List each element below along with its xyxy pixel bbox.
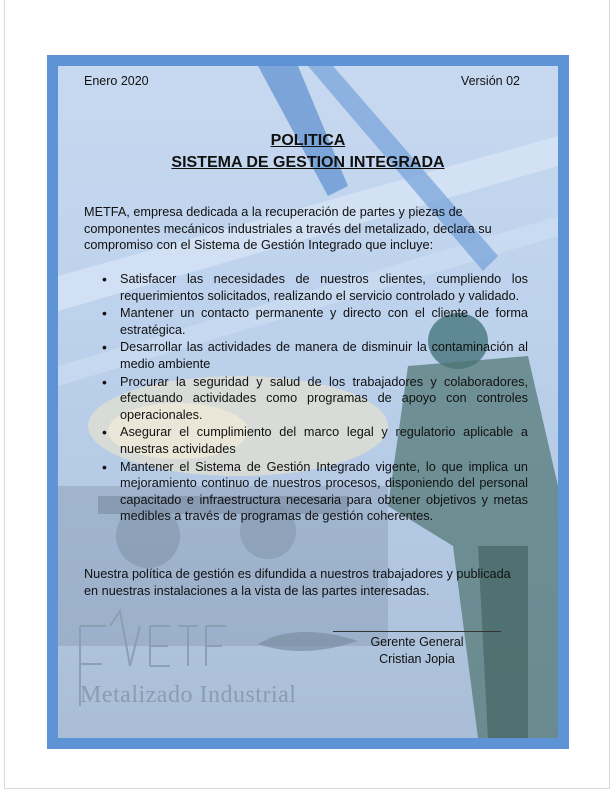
date-label: Enero 2020 — [84, 74, 149, 88]
list-item: • Mantener el Sistema de Gestión Integrado vigente, lo que implica un mejoramiento continuo de nuestros procesos, disponiendo del personal capacitado e infraestructura necesaria para obtener objetivos y metas medibles a través de programas de gestión coherentes. — [102, 459, 528, 525]
company-tagline-watermark: Metalizado Industrial — [80, 682, 297, 708]
signature-line — [333, 631, 501, 632]
closing-paragraph: Nuestra política de gestión es difundida a nuestros trabajadores y publicada en nuestras instalaciones a la vista de las partes interesadas. — [84, 567, 511, 598]
title-line-2: SISTEMA DE GESTION INTEGRADA — [171, 154, 445, 171]
list-item: • Asegurar el cumplimiento del marco legal y regulatorio aplicable a nuestras actividades — [102, 424, 528, 457]
version-label: Versión 02 — [460, 74, 520, 88]
commitment-list — [102, 271, 528, 526]
policy-document — [58, 66, 558, 738]
signatory-title: Gerente General — [370, 635, 464, 649]
list-item: • Desarrollar las actividades de manera de disminuir la contaminación al medio ambiente — [102, 339, 528, 372]
list-item: • Procurar la seguridad y salud de los trabajadores y colaboradores, efectuando actividades como programas de apoyo con controles operacionales. — [102, 374, 528, 424]
list-item: • Mantener un contacto permanente y directo con el cliente de forma estratégica. — [102, 305, 528, 338]
intro-paragraph: METFA, empresa dedicada a la recuperación de partes y piezas de componentes mecánicos industriales a través del metalizado, declara su compromiso con el Sistema de Gestión Integrado que incluye: — [84, 205, 492, 252]
signatory-name: Cristian Jopia — [379, 652, 455, 666]
list-item: • Satisfacer las necesidades de nuestros clientes, cumpliendo los requerimientos solicitados, realizando el servicio controlado y validado. — [102, 271, 528, 304]
document-text — [58, 66, 558, 738]
title-line-1: POLITICA — [270, 132, 346, 149]
